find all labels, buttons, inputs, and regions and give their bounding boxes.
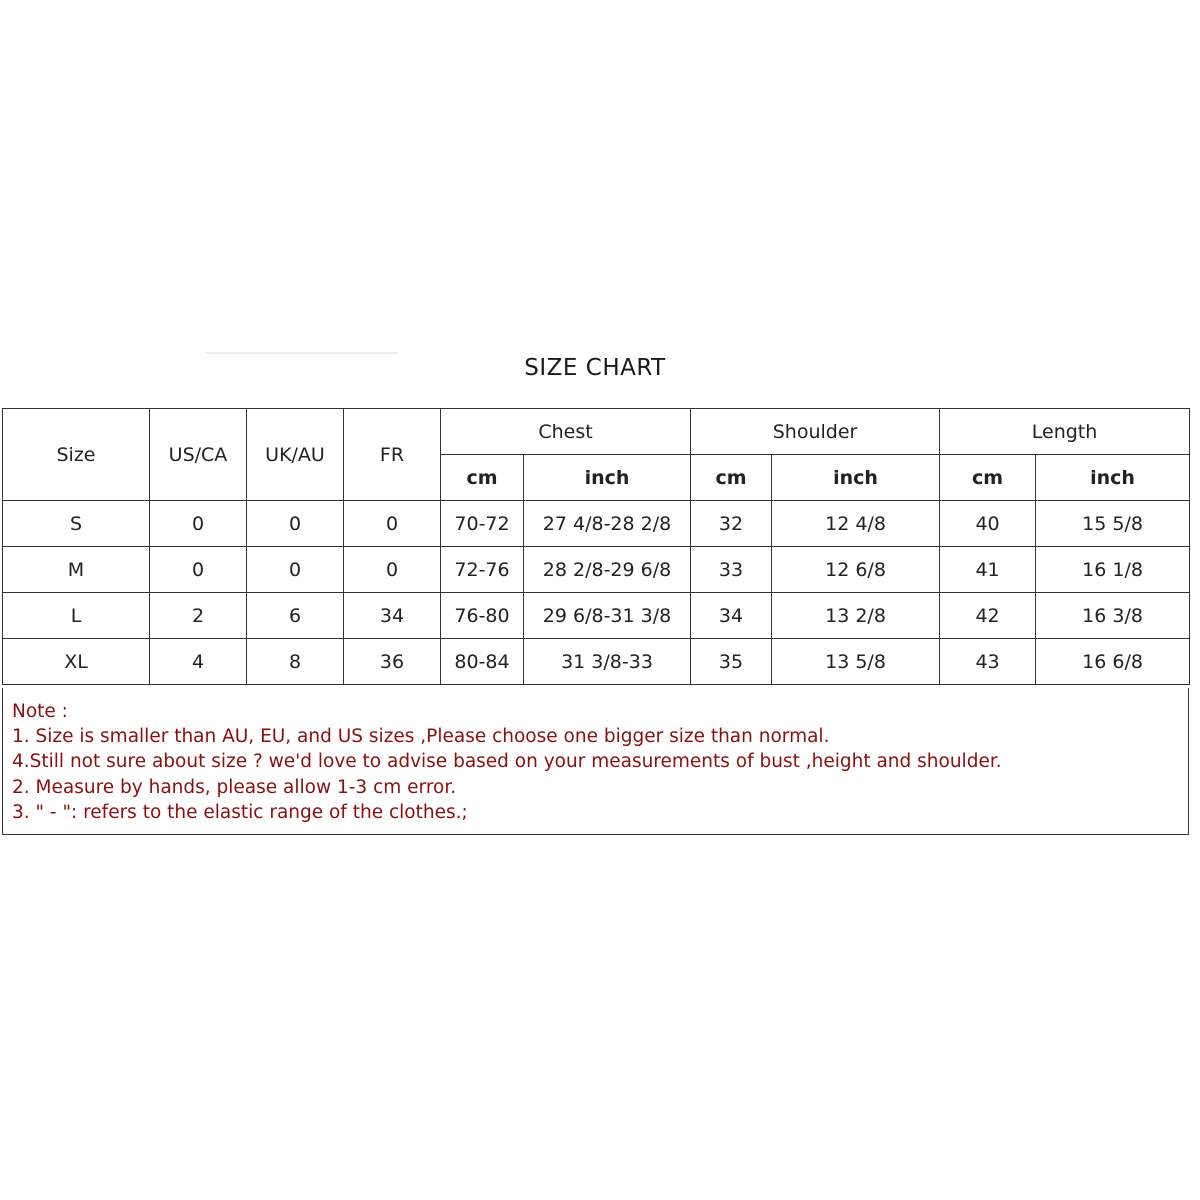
cell-size: S bbox=[3, 501, 150, 547]
cell-length-inch: 16 1/8 bbox=[1036, 547, 1190, 593]
table-row bbox=[3, 593, 1190, 639]
decorative-line bbox=[205, 352, 398, 354]
cell-fr: 36 bbox=[344, 639, 441, 685]
cell-uk-au: 6 bbox=[247, 593, 344, 639]
cell-length-cm: 40 bbox=[940, 501, 1036, 547]
cell-shoulder-cm: 32 bbox=[691, 501, 772, 547]
cell-chest-inch: 28 2/8-29 6/8 bbox=[524, 547, 691, 593]
cell-us-ca: 0 bbox=[150, 501, 247, 547]
cell-uk-au: 0 bbox=[247, 547, 344, 593]
cell-chest-cm: 70-72 bbox=[441, 501, 524, 547]
size-chart-table bbox=[2, 408, 1190, 685]
cell-chest-cm: 76-80 bbox=[441, 593, 524, 639]
notes-box bbox=[2, 688, 1189, 835]
note-line: 3. " - ": refers to the elastic range of the clothes.; bbox=[12, 801, 468, 823]
page-title: SIZE CHART bbox=[524, 355, 666, 381]
header-row-groups bbox=[3, 409, 1190, 455]
cell-length-cm: 43 bbox=[940, 639, 1036, 685]
note-line: 4.Still not sure about size ? we'd love to advise based on your measurements of bust ,height and shoulder. bbox=[12, 751, 1002, 773]
cell-uk-au: 0 bbox=[247, 501, 344, 547]
cell-shoulder-inch: 13 2/8 bbox=[772, 593, 940, 639]
cell-length-inch: 16 3/8 bbox=[1036, 593, 1190, 639]
cell-us-ca: 4 bbox=[150, 639, 247, 685]
header-uk-au: UK/AU bbox=[247, 409, 344, 501]
cell-length-cm: 42 bbox=[940, 593, 1036, 639]
cell-fr: 0 bbox=[344, 501, 441, 547]
header-shoulder-inch: inch bbox=[772, 455, 940, 501]
cell-uk-au: 8 bbox=[247, 639, 344, 685]
header-fr: FR bbox=[344, 409, 441, 501]
cell-chest-inch: 27 4/8-28 2/8 bbox=[524, 501, 691, 547]
header-shoulder: Shoulder bbox=[691, 409, 940, 455]
header-length-inch: inch bbox=[1036, 455, 1190, 501]
note-line: 1. Size is smaller than AU, EU, and US sizes ,Please choose one bigger size than normal. bbox=[12, 726, 830, 748]
header-chest-cm: cm bbox=[441, 455, 524, 501]
note-line: 2. Measure by hands, please allow 1-3 cm error. bbox=[12, 776, 457, 798]
cell-us-ca: 2 bbox=[150, 593, 247, 639]
cell-us-ca: 0 bbox=[150, 547, 247, 593]
cell-chest-inch: 29 6/8-31 3/8 bbox=[524, 593, 691, 639]
cell-length-cm: 41 bbox=[940, 547, 1036, 593]
header-length: Length bbox=[940, 409, 1190, 455]
table-row bbox=[3, 639, 1190, 685]
cell-size: XL bbox=[3, 639, 150, 685]
header-us-ca: US/CA bbox=[150, 409, 247, 501]
note-heading: Note : bbox=[12, 701, 68, 722]
header-length-cm: cm bbox=[940, 455, 1036, 501]
cell-shoulder-inch: 13 5/8 bbox=[772, 639, 940, 685]
cell-shoulder-cm: 33 bbox=[691, 547, 772, 593]
cell-fr: 0 bbox=[344, 547, 441, 593]
header-chest-inch: inch bbox=[524, 455, 691, 501]
header-shoulder-cm: cm bbox=[691, 455, 772, 501]
table-row bbox=[3, 501, 1190, 547]
cell-size: L bbox=[3, 593, 150, 639]
header-size: Size bbox=[3, 409, 150, 501]
cell-fr: 34 bbox=[344, 593, 441, 639]
cell-chest-cm: 80-84 bbox=[441, 639, 524, 685]
table-row bbox=[3, 547, 1190, 593]
header-chest: Chest bbox=[441, 409, 691, 455]
cell-chest-inch: 31 3/8-33 bbox=[524, 639, 691, 685]
cell-size: M bbox=[3, 547, 150, 593]
cell-shoulder-inch: 12 6/8 bbox=[772, 547, 940, 593]
cell-shoulder-inch: 12 4/8 bbox=[772, 501, 940, 547]
cell-shoulder-cm: 35 bbox=[691, 639, 772, 685]
cell-length-inch: 15 5/8 bbox=[1036, 501, 1190, 547]
cell-chest-cm: 72-76 bbox=[441, 547, 524, 593]
cell-shoulder-cm: 34 bbox=[691, 593, 772, 639]
cell-length-inch: 16 6/8 bbox=[1036, 639, 1190, 685]
